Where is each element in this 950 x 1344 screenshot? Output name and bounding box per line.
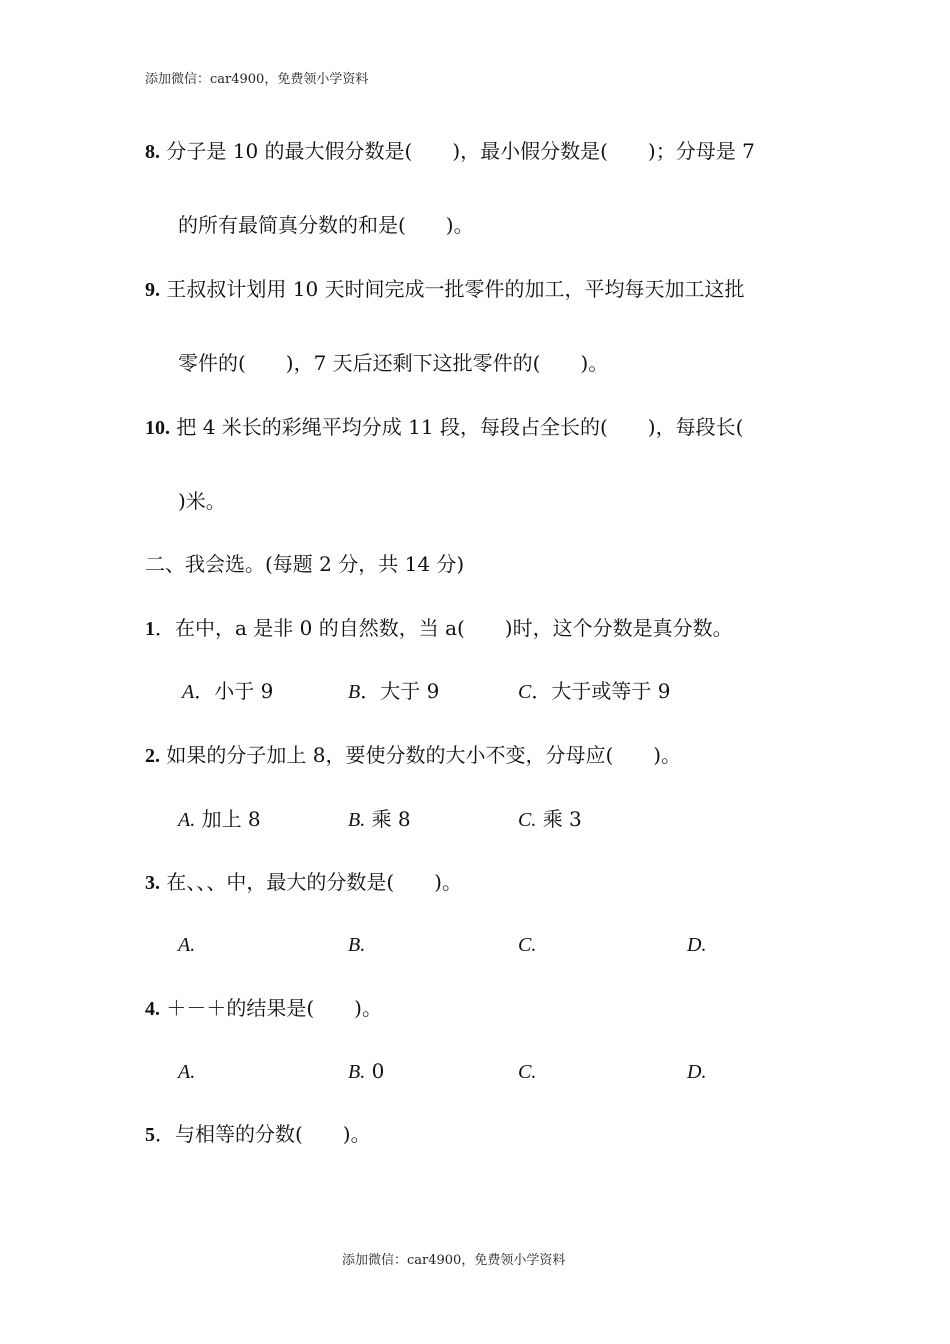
option-label: B xyxy=(348,681,361,703)
choice-question-3 xyxy=(145,872,462,893)
choice-question-5 xyxy=(145,1124,371,1145)
choice-question-2 xyxy=(145,745,681,766)
question-9-line2: 零件的( )，7 天后还剩下这批零件的( )。 xyxy=(178,351,609,375)
option-text: 0 xyxy=(365,1059,385,1083)
option-text: 乘 8 xyxy=(365,807,411,831)
option-label: C xyxy=(518,681,532,703)
question-number: 9. xyxy=(145,279,160,301)
option-d xyxy=(687,934,706,955)
option-c xyxy=(518,681,670,702)
question-text: ＋－＋的结果是( )。 xyxy=(166,996,382,1020)
option-text: ．大于或等于 9 xyxy=(531,679,671,703)
option-c xyxy=(518,809,582,830)
question-text: 在、、、中，最大的分数是( )。 xyxy=(166,870,462,894)
question-text: ．在中，a 是非 0 的自然数，当 a( )时，这个分数是真分数。 xyxy=(155,616,733,640)
question-number: 1 xyxy=(145,618,155,640)
question-number: 8. xyxy=(145,141,160,163)
question-number: 2. xyxy=(145,745,160,767)
question-8-line2: 的所有最简真分数的和是( )。 xyxy=(178,213,474,237)
question-number: 3. xyxy=(145,872,160,894)
option-a xyxy=(182,681,273,702)
option-label: A. xyxy=(178,1061,196,1083)
option-label: B. xyxy=(348,809,366,831)
option-label: D. xyxy=(687,1061,707,1083)
option-label: A. xyxy=(178,934,196,956)
option-label: B. xyxy=(348,934,366,956)
option-label: C. xyxy=(518,809,537,831)
question-text: 分子是 10 的最大假分数是( )，最小假分数是( )；分母是 7 xyxy=(166,139,755,163)
question-text: ．与相等的分数( )。 xyxy=(155,1122,371,1146)
footer-watermark: 添加微信：car4900，免费领小学资料 xyxy=(342,1253,566,1268)
question-text: 把 4 米长的彩绳平均分成 11 段，每段占全长的( )，每段长( xyxy=(176,415,744,439)
question-10-line2: )米。 xyxy=(178,489,226,513)
option-label: A xyxy=(182,681,195,703)
question-8-line1 xyxy=(145,141,755,162)
question-9-line1 xyxy=(145,279,745,300)
section-title: 二、我会选。(每题 2 分，共 14 分) xyxy=(145,552,465,576)
option-b xyxy=(348,934,365,955)
choice-question-4 xyxy=(145,998,382,1019)
option-a xyxy=(178,934,195,955)
header-watermark: 添加微信：car4900，免费领小学资料 xyxy=(145,72,369,87)
option-a xyxy=(178,1061,195,1082)
option-a xyxy=(178,809,261,830)
option-text: ．小于 9 xyxy=(194,679,274,703)
question-text: 如果的分子加上 8，要使分数的大小不变，分母应( )。 xyxy=(166,743,682,767)
question-number: 5 xyxy=(145,1124,155,1146)
question-number: 10. xyxy=(145,417,170,439)
option-text: 加上 8 xyxy=(195,807,261,831)
question-number: 4. xyxy=(145,998,160,1020)
option-label: C. xyxy=(518,1061,537,1083)
option-b xyxy=(348,1061,384,1082)
option-c xyxy=(518,934,536,955)
option-d xyxy=(687,1061,706,1082)
option-b xyxy=(348,809,411,830)
question-10-line1 xyxy=(145,417,743,438)
option-c xyxy=(518,1061,536,1082)
option-b xyxy=(348,681,439,702)
option-label: C. xyxy=(518,934,537,956)
option-text: 乘 3 xyxy=(536,807,582,831)
option-label: D. xyxy=(687,934,707,956)
option-label: B. xyxy=(348,1061,366,1083)
option-label: A. xyxy=(178,809,196,831)
question-text: 王叔叔计划用 10 天时间完成一批零件的加工，平均每天加工这批 xyxy=(166,277,745,301)
option-text: ．大于 9 xyxy=(360,679,440,703)
choice-question-1 xyxy=(145,618,733,639)
